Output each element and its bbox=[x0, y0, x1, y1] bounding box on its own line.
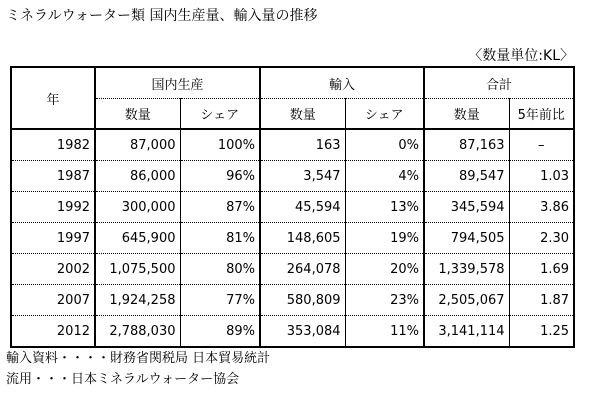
import-share-cell: 13% bbox=[345, 192, 424, 223]
total-quantity-cell: 3,141,114 bbox=[424, 316, 509, 348]
import-share-cell: 19% bbox=[345, 223, 424, 254]
domestic-quantity-cell: 300,000 bbox=[95, 192, 180, 223]
import-quantity-cell: 264,078 bbox=[260, 254, 345, 285]
domestic-quantity-header: 数量 bbox=[95, 99, 180, 130]
import-share-header: シェア bbox=[345, 99, 424, 130]
year-cell: 1987 bbox=[11, 161, 95, 192]
domestic-share-cell: 87% bbox=[180, 192, 260, 223]
total-quantity-cell: 345,594 bbox=[424, 192, 509, 223]
total-quantity-cell: 89,547 bbox=[424, 161, 509, 192]
import-group-header: 輸入 bbox=[260, 67, 424, 99]
domestic-share-header: シェア bbox=[180, 99, 260, 130]
citation-note: 流用・・・日本ミネラルウォーター協会 bbox=[6, 372, 240, 387]
table-row bbox=[11, 129, 574, 161]
domestic-share-cell: 80% bbox=[180, 254, 260, 285]
domestic-share-cell: 77% bbox=[180, 285, 260, 316]
total-ratio-cell: 1.69 bbox=[509, 254, 574, 285]
import-quantity-header: 数量 bbox=[260, 99, 345, 130]
domestic-quantity-cell: 86,000 bbox=[95, 161, 180, 192]
total-group-header: 合計 bbox=[424, 67, 574, 99]
total-quantity-header: 数量 bbox=[424, 99, 509, 130]
domestic-share-cell: 100% bbox=[180, 129, 260, 161]
import-quantity-cell: 45,594 bbox=[260, 192, 345, 223]
import-share-cell: 20% bbox=[345, 254, 424, 285]
total-quantity-cell: 87,163 bbox=[424, 129, 509, 161]
total-ratio-cell: 3.86 bbox=[509, 192, 574, 223]
year-header: 年 bbox=[11, 67, 95, 129]
page-title: ミネラルウォーター類 国内生産量、輸入量の推移 bbox=[6, 8, 318, 24]
domestic-quantity-cell: 1,075,500 bbox=[95, 254, 180, 285]
year-cell: 1997 bbox=[11, 223, 95, 254]
domestic-share-cell: 81% bbox=[180, 223, 260, 254]
statistics-table bbox=[10, 66, 575, 348]
table-row bbox=[11, 161, 574, 192]
total-ratio-cell: 1.87 bbox=[509, 285, 574, 316]
year-cell: 1982 bbox=[11, 129, 95, 161]
import-quantity-cell: 353,084 bbox=[260, 316, 345, 348]
domestic-quantity-cell: 87,000 bbox=[95, 129, 180, 161]
import-share-cell: 4% bbox=[345, 161, 424, 192]
import-quantity-cell: 580,809 bbox=[260, 285, 345, 316]
domestic-share-cell: 89% bbox=[180, 316, 260, 348]
domestic-share-cell: 96% bbox=[180, 161, 260, 192]
total-ratio-cell: 1.25 bbox=[509, 316, 574, 348]
total-ratio-cell: 2.30 bbox=[509, 223, 574, 254]
table-row bbox=[11, 285, 574, 316]
unit-label: 〈数量単位:KL〉 bbox=[468, 48, 574, 64]
table-row bbox=[11, 316, 574, 348]
domestic-quantity-cell: 2,788,030 bbox=[95, 316, 180, 348]
domestic-group-header: 国内生産 bbox=[95, 67, 260, 99]
import-source-note: 輸入資料・・・・財務省関税局 日本貿易統計 bbox=[6, 351, 271, 366]
import-quantity-cell: 163 bbox=[260, 129, 345, 161]
year-cell: 2012 bbox=[11, 316, 95, 348]
domestic-quantity-cell: 1,924,258 bbox=[95, 285, 180, 316]
import-quantity-cell: 3,547 bbox=[260, 161, 345, 192]
total-quantity-cell: 794,505 bbox=[424, 223, 509, 254]
header-row-groups bbox=[11, 67, 574, 99]
total-quantity-cell: 1,339,578 bbox=[424, 254, 509, 285]
year-cell: 2002 bbox=[11, 254, 95, 285]
import-share-cell: 23% bbox=[345, 285, 424, 316]
header-row-columns bbox=[11, 99, 574, 130]
domestic-quantity-cell: 645,900 bbox=[95, 223, 180, 254]
total-ratio-cell: – bbox=[509, 129, 574, 161]
import-share-cell: 0% bbox=[345, 129, 424, 161]
total-quantity-cell: 2,505,067 bbox=[424, 285, 509, 316]
year-cell: 2007 bbox=[11, 285, 95, 316]
import-quantity-cell: 148,605 bbox=[260, 223, 345, 254]
table-row bbox=[11, 223, 574, 254]
table-row bbox=[11, 192, 574, 223]
total-ratio-cell: 1.03 bbox=[509, 161, 574, 192]
table-row bbox=[11, 254, 574, 285]
import-share-cell: 11% bbox=[345, 316, 424, 348]
total-ratio-header: 5年前比 bbox=[509, 99, 574, 130]
year-cell: 1992 bbox=[11, 192, 95, 223]
